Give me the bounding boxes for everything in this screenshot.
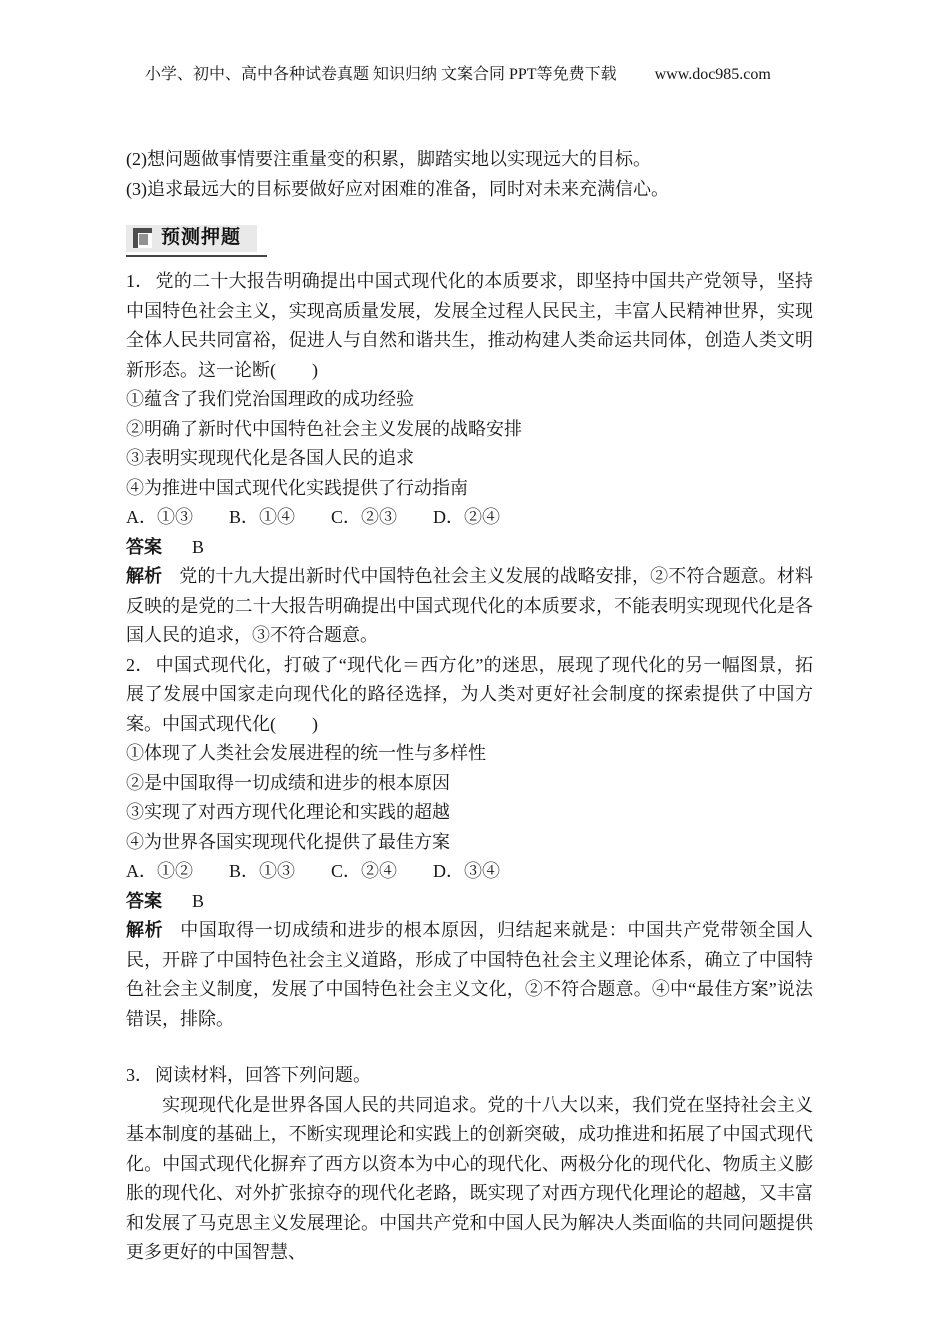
material-paragraph: 实现现代化是世界各国人民的共同追求。党的十八大以来，我们党在坚持社会主义基本制度的基础上，不断实现理论和实践上的创新突破，成功推进和拓展了中国式现代化。中国式现代化摒弃了西方以资本为中心的现代化、两极分化的现代化、物质主义膨胀的现代化、对外扩张掠夺的现代化老路，既实现了对西方现代化理论的超越，又丰富和发展了马克思主义发展理论。中国共产党和中国人民为解决人类面临的共同问题提供更多更好的中国智慧、: [126, 1094, 813, 1262]
question-number: 3．: [126, 1065, 153, 1085]
header-site-url: www.doc985.com: [654, 66, 771, 83]
question-stem: [126, 267, 813, 385]
answer-line: [126, 533, 813, 563]
questions-area: [126, 267, 813, 1268]
analysis-paragraph: [126, 562, 813, 651]
analysis-label: 解析: [126, 920, 164, 940]
question-1: [126, 267, 813, 651]
question-stem-text: 党的二十大报告明确提出中国式现代化的本质要求，即坚持中国共产党领导，坚持中国特色社会主义，实现高质量发展，发展全过程人民民主，丰富人民精神世界，实现全体人民共同富裕，促进人与自然和谐共生，推动构建人类命运共同体，创造人类文明新形态。这一论断( ): [126, 271, 814, 380]
option-item-2: ②是中国取得一切成绩和进步的根本原因: [126, 772, 450, 793]
question-2: [126, 651, 813, 1035]
doc-header: [145, 0, 813, 86]
question-stem-text: 中国式现代化，打破了“现代化＝西方化”的迷思，展现了现代化的另一幅图景，拓展了发展中国家走向现代化的路径选择，为人类对更好社会制度的探索提供了中国方案。中国式现代化( ): [126, 654, 813, 734]
analysis-text: 中国取得一切成绩和进步的根本原因，归结起来就是：中国共产党带领全国人民，开辟了中国特色社会主义道路，形成了中国特色社会主义理论体系，确立了中国特色社会主义制度，发展了中国特色社会主义文化，②不符合题意。④中“最佳方案”说法错误，排除。: [126, 920, 814, 1029]
option-item-1: ①蕴含了我们党治国理政的成功经验: [126, 389, 414, 409]
corner-bracket-icon: [133, 228, 152, 248]
choices-line: A．①③ B．①④ C．②③ D．②④: [126, 507, 501, 527]
section-header-box: [126, 225, 257, 252]
corner-bracket-icon-fill: [139, 234, 148, 245]
intro-line-3: (3)追求最远大的目标要做好应对困难的准备，同时对未来充满信心。: [126, 178, 669, 199]
question-stem: [126, 651, 813, 740]
question-3: [126, 1061, 813, 1268]
choices-line: A．①② B．①③ C．②④ D．③④: [126, 861, 501, 881]
option-item-1: ①体现了人类社会发展进程的统一性与多样性: [126, 743, 486, 763]
section-title: 预测押题: [161, 227, 242, 248]
analysis-label: 解析: [126, 566, 163, 586]
option-item-4: ④为世界各国实现现代化提供了最佳方案: [126, 831, 450, 852]
intro-section: [126, 145, 813, 204]
analysis-paragraph: [126, 916, 813, 1034]
answer-value: B: [192, 536, 205, 557]
header-promo-text: 小学、初中、高中各种试卷真题 知识归纳 文案合同 PPT等免费下载: [145, 66, 617, 83]
section-header: [126, 225, 267, 257]
option-item-3: ③表明实现现代化是各国人民的追求: [126, 448, 414, 468]
option-item-2: ②明确了新时代中国特色社会主义发展的战略安排: [126, 418, 522, 439]
answer-line: [126, 887, 813, 917]
question-stem-text: 阅读材料，回答下列问题。: [155, 1065, 371, 1085]
answer-label: 答案: [126, 890, 162, 911]
question-stem: [126, 1061, 813, 1091]
analysis-text: 党的十九大提出新时代中国特色社会主义发展的战略安排，②不符合题意。材料反映的是党的二十大报告明确提出中国式现代化的本质要求，不能表明实现现代化是各国人民的追求，③不符合题意。: [126, 566, 814, 645]
answer-value: B: [192, 890, 205, 911]
option-item-4: ④为推进中国式现代化实践提供了行动指南: [126, 477, 468, 498]
option-item-3: ③实现了对西方现代化理论和实践的超越: [126, 802, 450, 822]
intro-line-2: (2)想问题做事情要注重量变的积累，脚踏实地以实现远大的目标。: [126, 149, 651, 169]
answer-label: 答案: [126, 536, 162, 557]
question-number: 1．: [126, 271, 154, 291]
question-number: 2．: [126, 654, 154, 675]
